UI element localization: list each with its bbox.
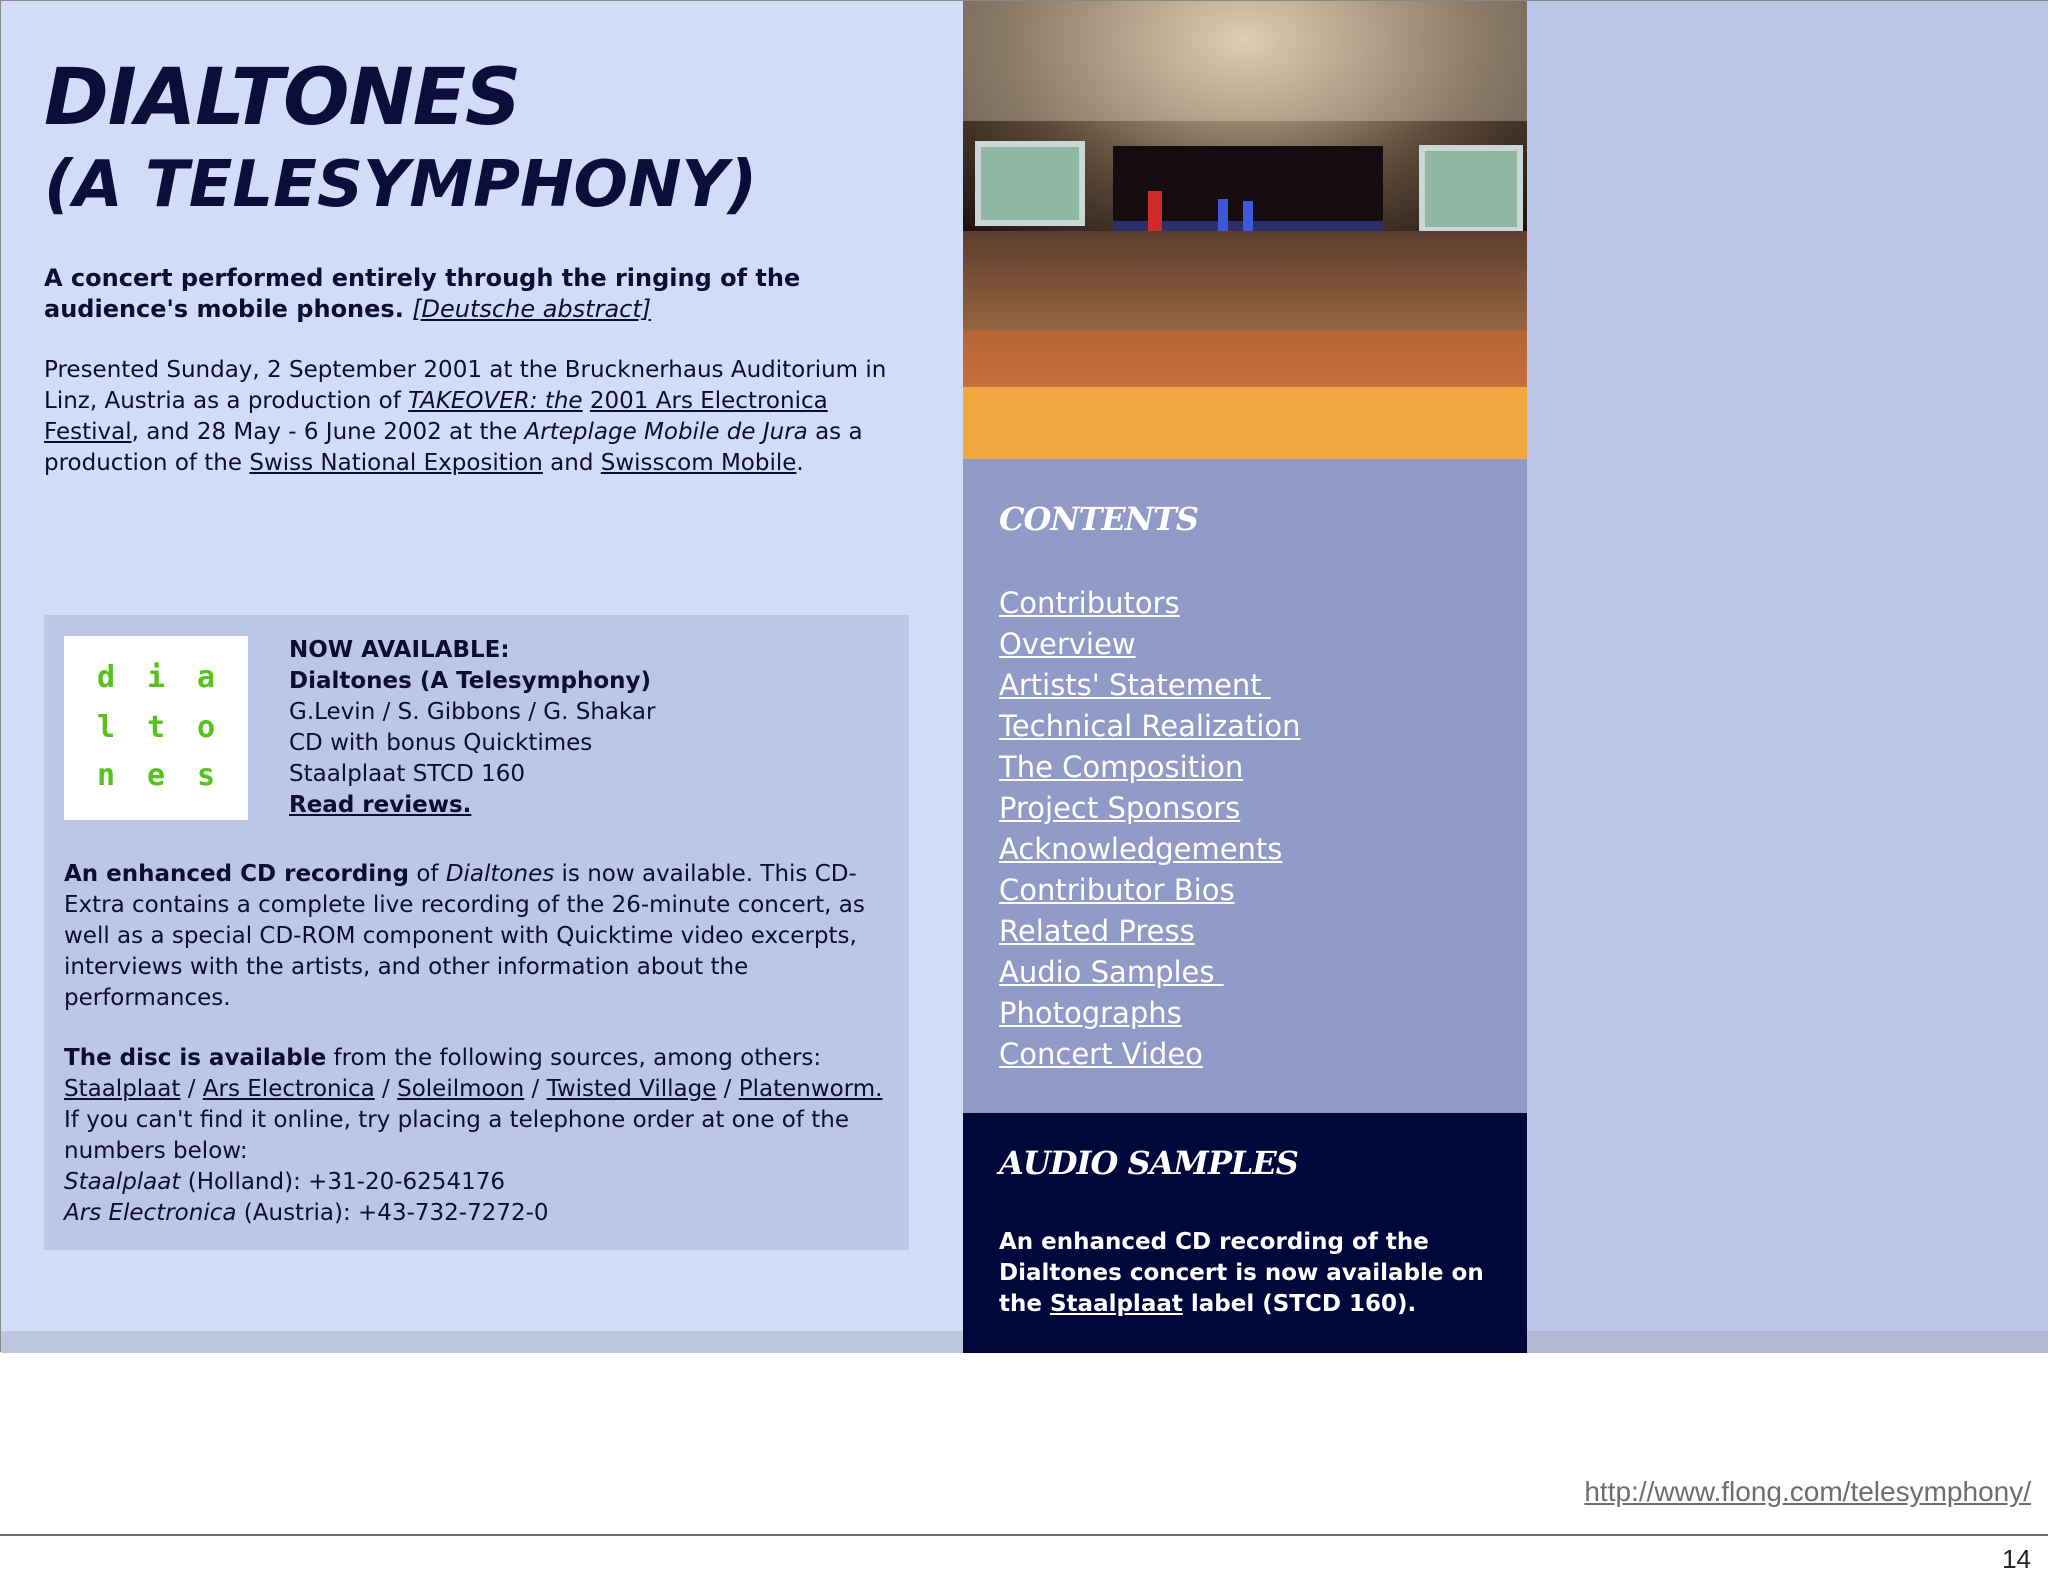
- now-available-label: NOW AVAILABLE:: [289, 637, 510, 663]
- cd-desc-text: of: [409, 861, 446, 887]
- audio-text: label (STCD 160).: [1182, 1291, 1417, 1317]
- concert-photo: [963, 1, 1527, 387]
- ars-festival-link[interactable]: 2001 Ars Electronica Festival: [44, 388, 828, 445]
- swisscom-link[interactable]: Swisscom Mobile: [600, 450, 797, 476]
- album-title: Dialtones (A Telesymphony): [289, 668, 652, 694]
- read-reviews-link[interactable]: Read reviews.: [289, 792, 472, 818]
- phone2-name: Ars Electronica: [64, 1200, 237, 1226]
- phone1-name: Staalplaat: [64, 1169, 181, 1195]
- source-url-link[interactable]: http://www.flong.com/telesymphony/: [1584, 1476, 2031, 1507]
- separator: /: [524, 1076, 547, 1102]
- audio-samples-heading: AUDIO SAMPLES: [999, 1144, 1298, 1182]
- audio-samples-panel: [963, 1113, 1527, 1353]
- contents-list: [999, 583, 1301, 1075]
- contents-link-audio-samples[interactable]: Audio Samples: [999, 955, 1224, 989]
- right-column: [1527, 1, 2048, 1331]
- phone2-number: (Austria): +43-732-7272-0: [236, 1200, 549, 1226]
- cover-glyph: n: [96, 758, 116, 793]
- cd-info: [289, 635, 889, 821]
- separator: /: [716, 1076, 739, 1102]
- staalplaat-label-link[interactable]: Staalplaat: [1049, 1291, 1183, 1317]
- contents-link-photographs[interactable]: Photographs: [999, 996, 1182, 1030]
- contents-link-contributor-bios[interactable]: Contributor Bios: [999, 873, 1235, 907]
- contents-link-concert-video[interactable]: Concert Video: [999, 1037, 1203, 1071]
- orange-divider: [963, 387, 1527, 459]
- contents-link-project-sponsors[interactable]: Project Sponsors: [999, 791, 1241, 825]
- lead-text: A concert performed entirely through the ringing of the audience's mobile phones.: [44, 264, 801, 323]
- cd-desc-bold: An enhanced CD recording: [64, 861, 410, 887]
- contents-link-artists-statement[interactable]: Artists' Statement: [999, 668, 1271, 702]
- staalplaat-link[interactable]: Staalplaat: [64, 1076, 181, 1102]
- cover-glyph: l: [96, 710, 116, 745]
- cover-glyph: o: [196, 710, 216, 745]
- contents-link-contributors[interactable]: Contributors: [999, 586, 1180, 620]
- now-available-box: [44, 615, 909, 1250]
- cd-cover-image[interactable]: [64, 636, 248, 820]
- page-title: DIALTONES: [44, 53, 521, 143]
- presented-text: as a production of the: [44, 419, 863, 476]
- swiss-expo-link[interactable]: Swiss National Exposition: [249, 450, 543, 476]
- cover-glyph: e: [146, 758, 166, 793]
- bottom-strip: [1, 1331, 963, 1353]
- bottom-strip: [1527, 1331, 2048, 1353]
- sources-text: If you can't find it online, try placing a telephone order at one of the numbers below:: [64, 1107, 850, 1164]
- sources-bold: The disc is available: [64, 1045, 327, 1071]
- cover-glyph: a: [196, 660, 216, 695]
- cover-glyph: s: [196, 758, 216, 793]
- soleilmoon-link[interactable]: Soleilmoon: [397, 1076, 525, 1102]
- presented-paragraph: [44, 355, 904, 479]
- ars-electronica-link[interactable]: Ars Electronica: [202, 1076, 375, 1102]
- cover-glyph: t: [146, 710, 166, 745]
- contents-link-related-press[interactable]: Related Press: [999, 914, 1195, 948]
- separator: /: [374, 1076, 398, 1102]
- contents-link-overview[interactable]: Overview: [999, 627, 1136, 661]
- album-format: CD with bonus Quicktimes: [289, 730, 593, 756]
- album-artists: G.Levin / S. Gibbons / G. Shakar: [289, 699, 656, 725]
- twisted-village-link[interactable]: Twisted Village: [546, 1076, 717, 1102]
- presented-text: and: [542, 450, 601, 476]
- cd-desc-title: Dialtones: [445, 861, 555, 887]
- contents-link-the-composition[interactable]: The Composition: [999, 750, 1244, 784]
- album-catalog: Staalplaat STCD 160: [289, 761, 525, 787]
- sidebar-column: [963, 1, 1527, 1353]
- takeover-link[interactable]: TAKEOVER: the: [408, 388, 583, 414]
- cd-sources: [64, 1043, 894, 1229]
- phone1-number: (Holland): +31-20-6254176: [180, 1169, 505, 1195]
- presented-text: .: [796, 450, 804, 476]
- contents-panel: [963, 459, 1527, 1113]
- concert-photo-graphic: [963, 1, 1527, 387]
- contents-link-technical-realization[interactable]: Technical Realization: [999, 709, 1301, 743]
- page-number: 14: [2002, 1544, 2031, 1574]
- cover-glyph: i: [146, 660, 166, 695]
- arteplage-text: Arteplage Mobile de Jura: [524, 419, 808, 445]
- contents-link-acknowledgements[interactable]: Acknowledgements: [999, 832, 1283, 866]
- audio-text: An enhanced CD recording of the Dialtones concert is now available on the: [999, 1229, 1484, 1317]
- deutsche-abstract-link[interactable]: [Deutsche abstract]: [412, 295, 652, 323]
- cd-desc-text: is now available. This CD-Extra contains a complete live recording of the 26-minute concert, as well as a special CD-ROM component with Quicktime video excerpts, interviews with the artists, and other information about the performances.: [64, 861, 865, 1011]
- presented-text: , and 28 May - 6 June 2002 at the: [131, 419, 525, 445]
- contents-heading: CONTENTS: [999, 500, 1198, 538]
- main-column: [1, 1, 963, 1331]
- cd-description: [64, 859, 894, 1014]
- platenworm-link[interactable]: Platenworm.: [738, 1076, 883, 1102]
- page-subtitle: (A TELESYMPHONY): [44, 148, 758, 222]
- sources-text: from the following sources, among others:: [326, 1045, 822, 1071]
- lead-paragraph: [44, 263, 904, 325]
- audio-samples-text: [999, 1227, 1509, 1320]
- cover-glyph: d: [96, 660, 116, 695]
- presented-text: Presented Sunday, 2 September 2001 at the Brucknerhaus Auditorium in Linz, Austria as a production of: [44, 357, 887, 414]
- separator: /: [180, 1076, 203, 1102]
